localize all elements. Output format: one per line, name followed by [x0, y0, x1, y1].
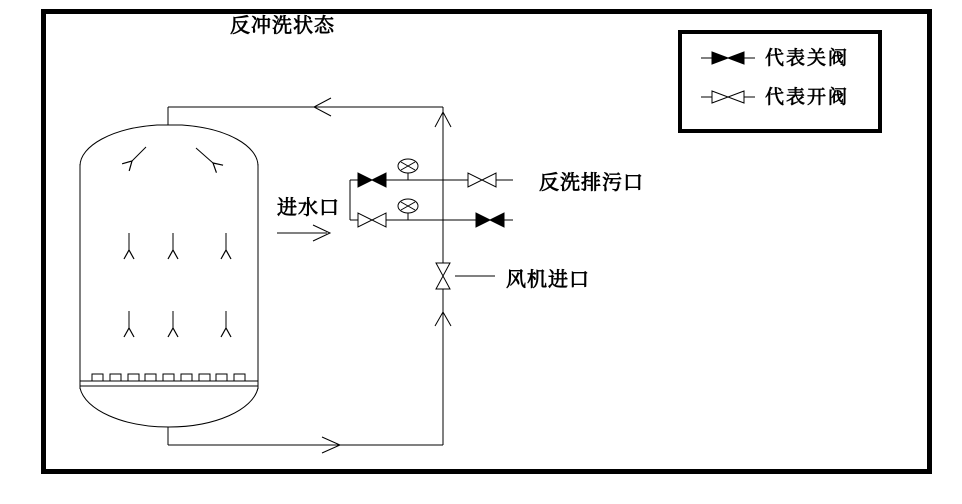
tank-flow-arrows [129, 147, 226, 328]
closed-valve-icon [476, 213, 504, 227]
filter-nozzle [163, 374, 174, 381]
pipe-flow-chevrons [314, 98, 451, 453]
tank-dome-top [80, 125, 258, 166]
legend-closed-valve-label: 代表关阀 [765, 46, 850, 69]
closed-valve-icon [358, 173, 386, 187]
pressure-gauge-icon [398, 199, 418, 220]
legend-open-valve-label: 代表开阀 [765, 85, 850, 108]
pressure-gauge-icon [398, 159, 418, 180]
legend-box [678, 30, 882, 133]
backwash-drain-label: 反洗排污口 [539, 170, 644, 194]
open-valve-icon [358, 213, 386, 227]
filter-nozzle [216, 374, 227, 381]
filter-nozzle [92, 374, 103, 381]
closed-valve-icon [700, 50, 756, 66]
open-valve-icon [468, 173, 496, 187]
tank-dome-bottom [80, 388, 258, 427]
water-inlet-arrow-icon [277, 225, 330, 241]
flow-arrow-icon [132, 147, 146, 161]
filter-tank [80, 107, 258, 445]
page-title: 反冲洗状态 [230, 13, 335, 37]
tank-filter-plate [80, 374, 258, 386]
flow-arrow-icon [196, 148, 213, 163]
filter-nozzle [199, 374, 210, 381]
water-inlet-label: 进水口 [277, 195, 340, 219]
filter-nozzle [234, 374, 245, 381]
fan-inlet-label: 风机进口 [506, 267, 590, 291]
pipes [168, 107, 513, 445]
filter-nozzle [128, 374, 139, 381]
legend-row-open-valve [700, 87, 849, 107]
filter-nozzle [110, 374, 121, 381]
filter-nozzle [181, 374, 192, 381]
open-valve-icon [700, 89, 756, 105]
legend-row-closed-valve [700, 48, 849, 68]
fan-valve-icon [436, 263, 450, 289]
filter-nozzle [145, 374, 156, 381]
